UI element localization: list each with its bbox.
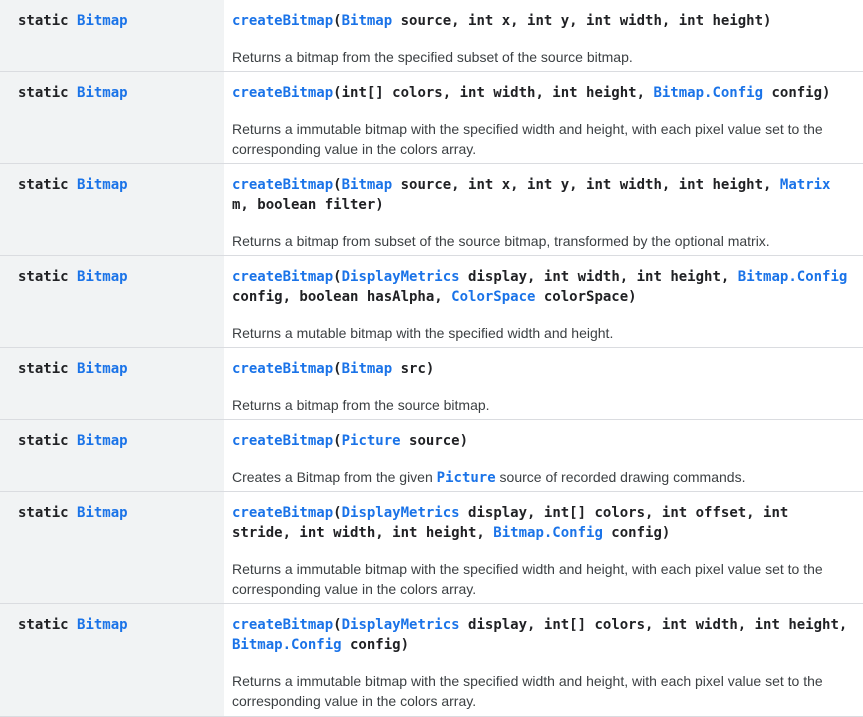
modifier: static <box>18 177 69 193</box>
method-description <box>232 671 849 711</box>
return-type-cell <box>0 0 224 71</box>
return-type-link[interactable]: Bitmap <box>77 269 128 285</box>
description-text: Returns a bitmap from the source bitmap. <box>232 397 490 413</box>
return-type-cell <box>0 164 224 255</box>
description-text: Returns a immutable bitmap with the specified width and height, with each pixel value set to the corresponding value in the colors array. <box>232 561 823 597</box>
return-type-link[interactable]: Bitmap <box>77 13 128 29</box>
return-type-link[interactable]: Bitmap <box>77 505 128 521</box>
method-row <box>0 420 863 492</box>
signature-text: ( <box>333 177 342 193</box>
type-link[interactable]: Bitmap.Config <box>232 637 342 653</box>
return-type-link[interactable]: Bitmap <box>77 361 128 377</box>
code-link[interactable]: Picture <box>436 470 496 486</box>
method-signature <box>232 431 849 451</box>
method-signature <box>232 11 849 31</box>
signature-text: display, int width, int height, <box>459 269 738 285</box>
type-link[interactable]: Bitmap.Config <box>653 85 764 101</box>
type-link[interactable]: Picture <box>341 433 401 449</box>
method-description <box>232 559 849 599</box>
method-signature <box>232 359 849 379</box>
method-row <box>0 0 863 72</box>
method-cell <box>224 256 863 347</box>
return-type-cell <box>0 348 224 419</box>
signature-text: m, boolean filter) <box>232 197 384 213</box>
method-description <box>232 467 849 488</box>
signature-text: ( <box>333 13 342 29</box>
description-text: Returns a immutable bitmap with the specified width and height, with each pixel value set to the corresponding value in the colors array. <box>232 121 823 157</box>
signature-text: source, int x, int y, int width, int height) <box>392 13 772 29</box>
method-cell <box>224 72 863 163</box>
signature-text: colorSpace) <box>535 289 637 305</box>
method-description <box>232 323 849 343</box>
method-description <box>232 119 849 159</box>
signature-text: src) <box>392 361 435 377</box>
method-cell <box>224 0 863 71</box>
method-signature <box>232 615 849 655</box>
return-type-cell <box>0 604 224 716</box>
method-cell <box>224 492 863 603</box>
type-link[interactable]: ColorSpace <box>451 289 536 305</box>
type-link[interactable]: Bitmap.Config <box>737 269 848 285</box>
signature-text: ( <box>333 269 342 285</box>
signature-text: display, int[] colors, int width, int height, <box>459 617 848 633</box>
description-text: Returns a mutable bitmap with the specified width and height. <box>232 325 614 341</box>
description-text: Returns a bitmap from the specified subset of the source bitmap. <box>232 49 633 65</box>
method-signature <box>232 267 849 307</box>
type-link[interactable]: Bitmap <box>341 177 393 193</box>
method-name-link[interactable]: createBitmap <box>232 505 334 521</box>
description-text: source of recorded drawing commands. <box>495 469 746 485</box>
return-type-link[interactable]: Bitmap <box>77 617 128 633</box>
return-type-cell <box>0 492 224 603</box>
return-type-link[interactable]: Bitmap <box>77 177 128 193</box>
method-name-link[interactable]: createBitmap <box>232 361 334 377</box>
method-cell <box>224 348 863 419</box>
method-cell <box>224 420 863 491</box>
signature-text: display, int[] colors, int offset, int stride, int width, int height, <box>232 505 789 541</box>
method-row <box>0 256 863 348</box>
signature-text: source, int x, int y, int width, int height, <box>392 177 780 193</box>
signature-text: ( <box>333 505 342 521</box>
method-row <box>0 164 863 256</box>
type-link[interactable]: Matrix <box>779 177 831 193</box>
modifier: static <box>18 85 69 101</box>
method-signature <box>232 503 849 543</box>
signature-text: (int[] colors, int width, int height, <box>333 85 654 101</box>
method-cell <box>224 164 863 255</box>
method-name-link[interactable]: createBitmap <box>232 269 334 285</box>
method-cell <box>224 604 863 716</box>
type-link[interactable]: Bitmap.Config <box>493 525 603 541</box>
modifier: static <box>18 361 69 377</box>
type-link[interactable]: Bitmap <box>341 13 393 29</box>
modifier: static <box>18 269 69 285</box>
modifier: static <box>18 433 69 449</box>
method-description <box>232 395 849 415</box>
method-name-link[interactable]: createBitmap <box>232 433 334 449</box>
type-link[interactable]: Bitmap <box>341 361 393 377</box>
method-row <box>0 604 863 717</box>
method-signature <box>232 175 849 215</box>
method-name-link[interactable]: createBitmap <box>232 617 334 633</box>
signature-text: ( <box>333 617 342 633</box>
signature-text: config) <box>341 637 410 653</box>
method-signature <box>232 83 849 103</box>
return-type-cell <box>0 256 224 347</box>
method-row <box>0 492 863 604</box>
method-description <box>232 47 849 67</box>
method-name-link[interactable]: createBitmap <box>232 85 334 101</box>
description-text: Returns a bitmap from subset of the source bitmap, transformed by the optional matrix. <box>232 233 770 249</box>
type-link[interactable]: DisplayMetrics <box>341 505 460 521</box>
signature-text: ( <box>333 433 342 449</box>
signature-text: config) <box>602 525 671 541</box>
modifier: static <box>18 617 69 633</box>
return-type-cell <box>0 420 224 491</box>
method-row <box>0 348 863 420</box>
signature-text: config) <box>763 85 831 101</box>
signature-text: ( <box>333 361 342 377</box>
signature-text: config, boolean hasAlpha, <box>232 289 452 305</box>
type-link[interactable]: DisplayMetrics <box>341 269 460 285</box>
method-row <box>0 72 863 164</box>
method-description <box>232 231 849 251</box>
return-type-cell <box>0 72 224 163</box>
modifier: static <box>18 13 69 29</box>
modifier: static <box>18 505 69 521</box>
method-name-link[interactable]: createBitmap <box>232 177 334 193</box>
type-link[interactable]: DisplayMetrics <box>341 617 460 633</box>
return-type-link[interactable]: Bitmap <box>77 433 128 449</box>
method-name-link[interactable]: createBitmap <box>232 13 334 29</box>
return-type-link[interactable]: Bitmap <box>77 85 128 101</box>
description-text: Returns a immutable bitmap with the specified width and height, with each pixel value set to the corresponding value in the colors array. <box>232 673 823 709</box>
description-text: Creates a Bitmap from the given <box>232 469 437 485</box>
signature-text: source) <box>400 433 469 449</box>
